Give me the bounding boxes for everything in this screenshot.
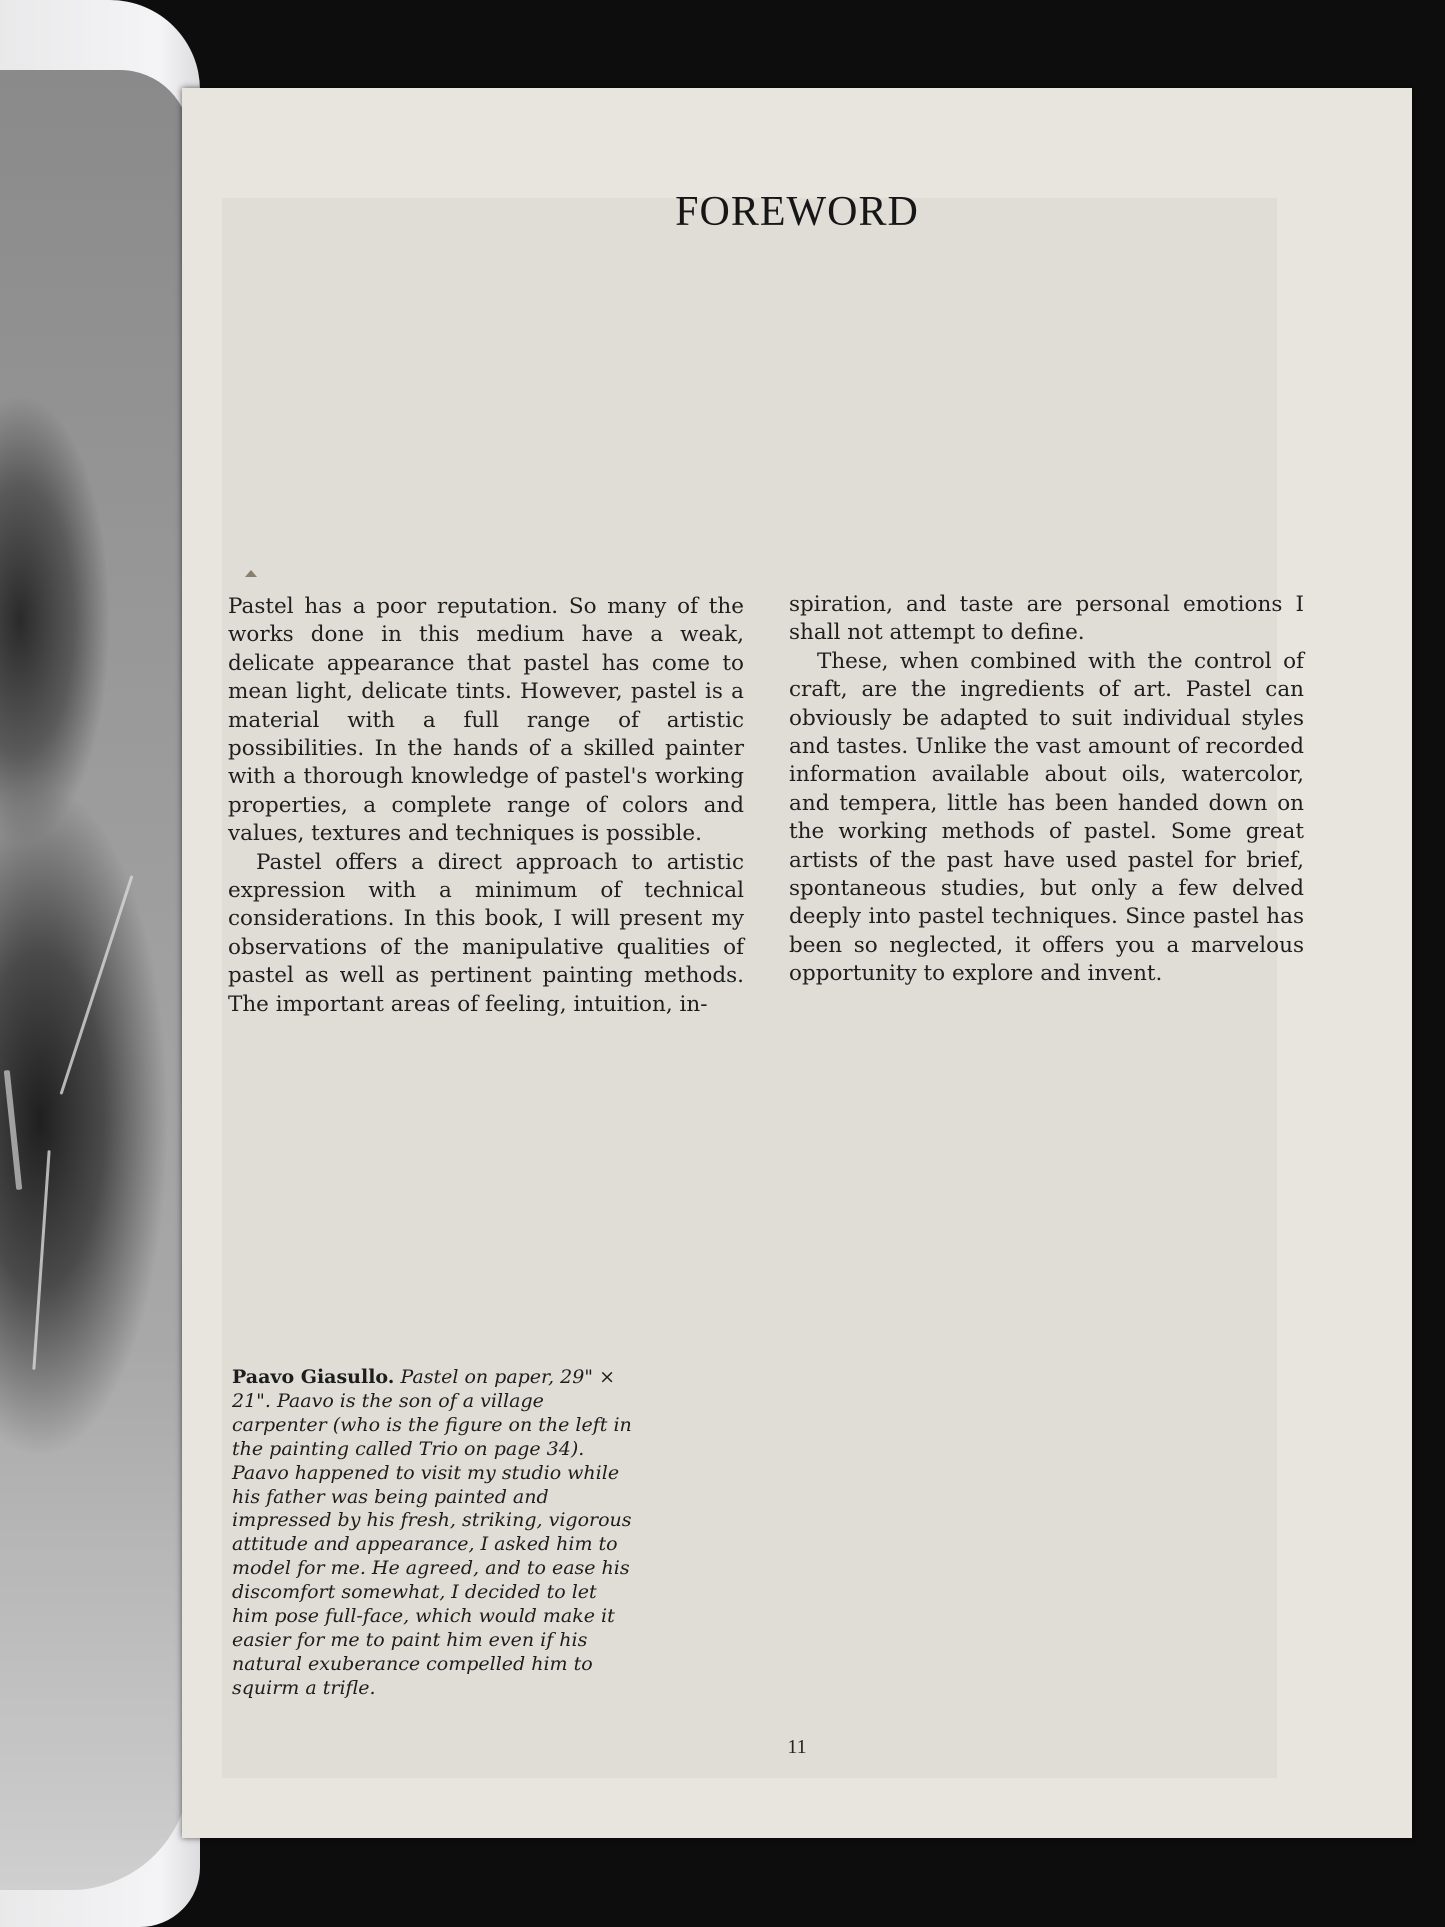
pastel-portrait-image bbox=[0, 70, 190, 1890]
printer-mark bbox=[245, 570, 257, 577]
page-title: FOREWORD bbox=[675, 189, 919, 235]
left-column bbox=[228, 593, 744, 1019]
facing-page-edge bbox=[0, 0, 200, 1927]
left-paragraph-1: Pastel has a poor reputation. So many of the works done in this medium have a weak, delicate appearance that pastel has come to mean light, delicate tints. However, pastel is a material with a full range of artistic possibilities. In the hands of a skilled painter with a thorough knowledge of pastel's working properties, a complete range of colors and values, textures and techniques is possible. bbox=[228, 594, 744, 847]
right-paragraph-2: These, when combined with the control of craft, are the ingredients of art. Pastel can obviously be adapted to suit individual styles and tastes. Unlike the vast amount of recorded information available about oils, watercolor, and tempera, little has been handed down on the working methods of pastel. Some great artists of the past have used pastel for brief, spontaneous studies, but only a few delved deeply into pastel techniques. Since pastel has been so neglected, it offers you a marvelous opportunity to explore and invent. bbox=[789, 648, 1304, 987]
caption-title: Paavo Giasullo. bbox=[232, 1366, 395, 1388]
caption-text: Pastel on paper, 29" × 21". Paavo is the son of a village carpenter (who is the figure on the left in the painting called Trio on page 34). Paavo happened to visit my studio while his father was being painted and impressed by his fresh, striking, vigorous attitude and appearance, I asked him to model for me. He agreed, and to ease his discomfort somewhat, I decided to let him pose full-face, which would make it easier for me to paint him even if his natural exuberance compelled him to squirm a trifle. bbox=[232, 1366, 632, 1699]
page-number: 11 bbox=[787, 1736, 807, 1758]
right-paragraph-1: spiration, and taste are personal emotions I shall not attempt to define. bbox=[789, 592, 1304, 646]
right-column bbox=[789, 591, 1304, 989]
left-paragraph-2: Pastel offers a direct approach to artistic expression with a minimum of technical considerations. In this book, I will present my observations of the manipulative qualities of pastel as well as pertinent painting methods. The important areas of feeling, intuition, in- bbox=[228, 849, 744, 1017]
image-caption bbox=[232, 1366, 632, 1701]
book-page bbox=[182, 88, 1412, 1838]
